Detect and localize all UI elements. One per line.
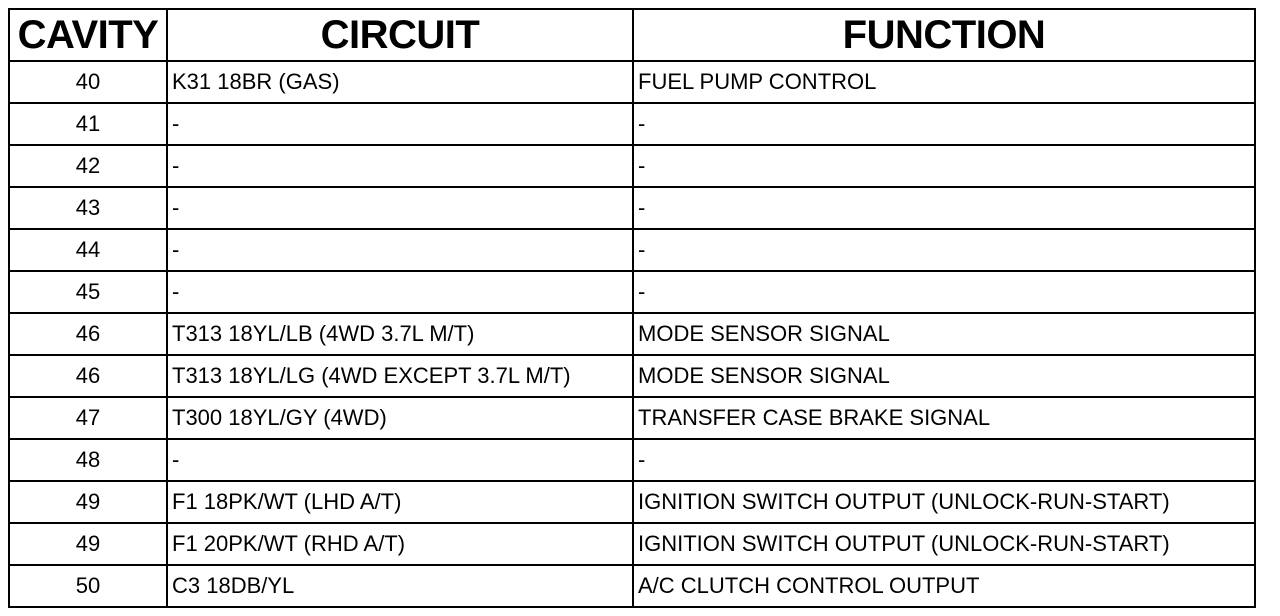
table-row — [9, 61, 1255, 103]
table-row — [9, 145, 1255, 187]
function-cell: MODE SENSOR SIGNAL — [633, 313, 1255, 355]
circuit-cell: F1 20PK/WT (RHD A/T) — [167, 523, 633, 565]
cavity-cell: 50 — [9, 565, 167, 607]
cavity-cell: 40 — [9, 61, 167, 103]
table-row — [9, 355, 1255, 397]
circuit-cell: T300 18YL/GY (4WD) — [167, 397, 633, 439]
function-cell: MODE SENSOR SIGNAL — [633, 355, 1255, 397]
cavity-cell: 48 — [9, 439, 167, 481]
function-cell: - — [633, 103, 1255, 145]
cavity-cell: 46 — [9, 355, 167, 397]
circuit-cell: F1 18PK/WT (LHD A/T) — [167, 481, 633, 523]
function-cell: - — [633, 439, 1255, 481]
function-cell: FUEL PUMP CONTROL — [633, 61, 1255, 103]
cavity-cell: 43 — [9, 187, 167, 229]
function-cell: - — [633, 271, 1255, 313]
circuit-cell: - — [167, 187, 633, 229]
table-row — [9, 187, 1255, 229]
cavity-cell: 49 — [9, 481, 167, 523]
circuit-cell: K31 18BR (GAS) — [167, 61, 633, 103]
circuit-cell: - — [167, 229, 633, 271]
table-row — [9, 439, 1255, 481]
cavity-cell: 44 — [9, 229, 167, 271]
circuit-cell: - — [167, 271, 633, 313]
function-cell: A/C CLUTCH CONTROL OUTPUT — [633, 565, 1255, 607]
function-cell: IGNITION SWITCH OUTPUT (UNLOCK-RUN-START) — [633, 523, 1255, 565]
table-row — [9, 397, 1255, 439]
cavity-cell: 46 — [9, 313, 167, 355]
function-cell: TRANSFER CASE BRAKE SIGNAL — [633, 397, 1255, 439]
header-circuit: CIRCUIT — [167, 9, 633, 61]
cavity-cell: 42 — [9, 145, 167, 187]
header-row — [9, 9, 1255, 61]
cavity-cell: 47 — [9, 397, 167, 439]
cavity-cell: 49 — [9, 523, 167, 565]
circuit-cell: T313 18YL/LB (4WD 3.7L M/T) — [167, 313, 633, 355]
table-row — [9, 313, 1255, 355]
table-row — [9, 481, 1255, 523]
cavity-cell: 45 — [9, 271, 167, 313]
table-row — [9, 103, 1255, 145]
circuit-cell: T313 18YL/LG (4WD EXCEPT 3.7L M/T) — [167, 355, 633, 397]
header-cavity: CAVITY — [9, 9, 167, 61]
circuit-cell: - — [167, 439, 633, 481]
table-row — [9, 565, 1255, 607]
circuit-cell: - — [167, 103, 633, 145]
cavity-cell: 41 — [9, 103, 167, 145]
circuit-cell: C3 18DB/YL — [167, 565, 633, 607]
function-cell: - — [633, 145, 1255, 187]
function-cell: IGNITION SWITCH OUTPUT (UNLOCK-RUN-START) — [633, 481, 1255, 523]
table-row — [9, 523, 1255, 565]
header-function: FUNCTION — [633, 9, 1255, 61]
table-row — [9, 271, 1255, 313]
circuit-cell: - — [167, 145, 633, 187]
function-cell: - — [633, 187, 1255, 229]
connector-pinout-table — [8, 8, 1256, 608]
function-cell: - — [633, 229, 1255, 271]
table-row — [9, 229, 1255, 271]
